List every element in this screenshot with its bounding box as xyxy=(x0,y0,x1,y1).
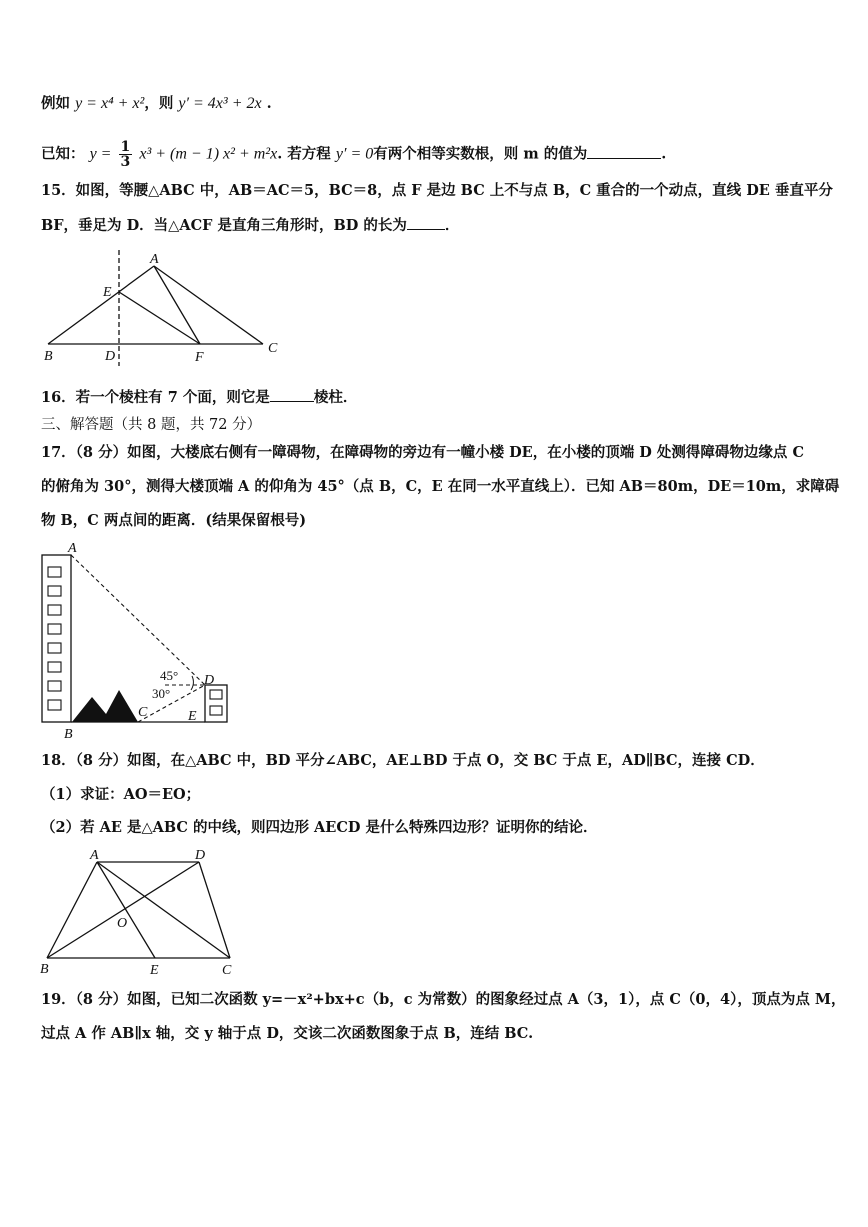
label-d: D xyxy=(195,848,206,863)
q17-line1: 17．（8 分）如图，大楼底右侧有一障碍物，在障碍物的旁边有一幢小楼 DE，在小楼的顶端 D 处测得障碍物边缘点 C xyxy=(41,444,804,461)
q19-line2: 过点 A 作 AB∥x 轴，交 y 轴于点 D，交该二次函数图象于点 B，连结 BC. xyxy=(41,1025,534,1042)
label-d: D xyxy=(105,349,116,364)
example-end: . xyxy=(266,95,272,112)
label-f: F xyxy=(195,350,204,365)
example-formula: y = x⁴ + x² xyxy=(75,95,145,112)
section-heading: 三、解答题（共 8 题，共 72 分） xyxy=(41,417,262,433)
segment-ae xyxy=(97,862,155,958)
label-b: B xyxy=(64,727,73,742)
example-result: y′ = 4x³ + 2x xyxy=(178,95,262,112)
known-mid: . 若方程 xyxy=(277,145,331,163)
q17-line2: 的俯角为 30°，测得大楼顶端 A 的仰角为 45°（点 B，C，E 在同一水平直线上）．已知 AB＝80m，DE＝10m，求障碍 xyxy=(41,478,840,495)
example-prefix: 例如 xyxy=(41,95,70,112)
label-a: A xyxy=(68,541,77,556)
segment-dc xyxy=(199,862,230,958)
known-equation: y′ = 0 xyxy=(335,145,374,163)
known-formula-rest: x³ + (m − 1) x² + m²x xyxy=(139,145,278,163)
q17-line3: 物 B，C 两点间的距离．(结果保留根号) xyxy=(41,512,307,529)
example-mid: ，则 xyxy=(144,95,174,112)
label-o: O xyxy=(117,916,128,931)
fraction-denominator: 3 xyxy=(120,154,131,170)
label-c: C xyxy=(268,341,278,356)
segment-ab xyxy=(47,862,97,958)
angle-45-label: 45° xyxy=(160,668,179,683)
q15-text: BF，垂足为 D．当△ACF 是直角三角形时，BD 的长为 xyxy=(41,217,407,234)
label-e: E xyxy=(103,285,112,300)
known-formula-lhs: y = xyxy=(89,145,112,163)
q16-text: 16．若一个棱柱有 7 个面，则它是 xyxy=(41,389,270,406)
q18-part1: （1）求证：AO＝EO； xyxy=(41,786,201,803)
fraction-numerator: 1 xyxy=(120,139,131,155)
q18-part2: （2）若 AE 是△ABC 的中线，则四边形 AECD 是什么特殊四边形？证明你的结论． xyxy=(41,819,598,836)
label-b: B xyxy=(44,349,53,364)
q15-end: ． xyxy=(444,217,460,234)
label-d: D xyxy=(204,673,215,688)
q19-line1: 19．（8 分）如图，已知二次函数 y=－x²+bx+c（b，c 为常数）的图象经过点 A（3，1），点 C（0，4），顶点为点 M， xyxy=(41,991,846,1008)
label-e: E xyxy=(150,963,159,978)
label-c: C xyxy=(138,705,148,720)
known-prefix: 已知： xyxy=(41,145,85,163)
known-tail: 有两个相等实数根，则 m 的值为 xyxy=(373,145,588,163)
q18-line1: 18．（8 分）如图，在△ABC 中，BD 平分∠ABC，AE⊥BD 于点 O，交 BC 于点 E，AD∥BC，连接 CD． xyxy=(41,752,765,769)
label-b: B xyxy=(40,962,49,977)
label-a: A xyxy=(150,252,159,267)
known-end: . xyxy=(661,145,667,163)
label-c: C xyxy=(222,963,232,978)
angle-30-label: 30° xyxy=(152,686,171,701)
label-a: A xyxy=(90,848,99,863)
segment-ac xyxy=(97,862,230,958)
label-e: E xyxy=(188,709,197,724)
q16-end: 棱柱． xyxy=(313,389,358,406)
q15-line1: 15．如图，等腰△ABC 中，AB＝AC＝5，BC＝8，点 F 是边 BC 上不与点 B，C 重合的一个动点，直线 DE 垂直平分 xyxy=(41,182,833,199)
segment-bd xyxy=(47,862,199,958)
